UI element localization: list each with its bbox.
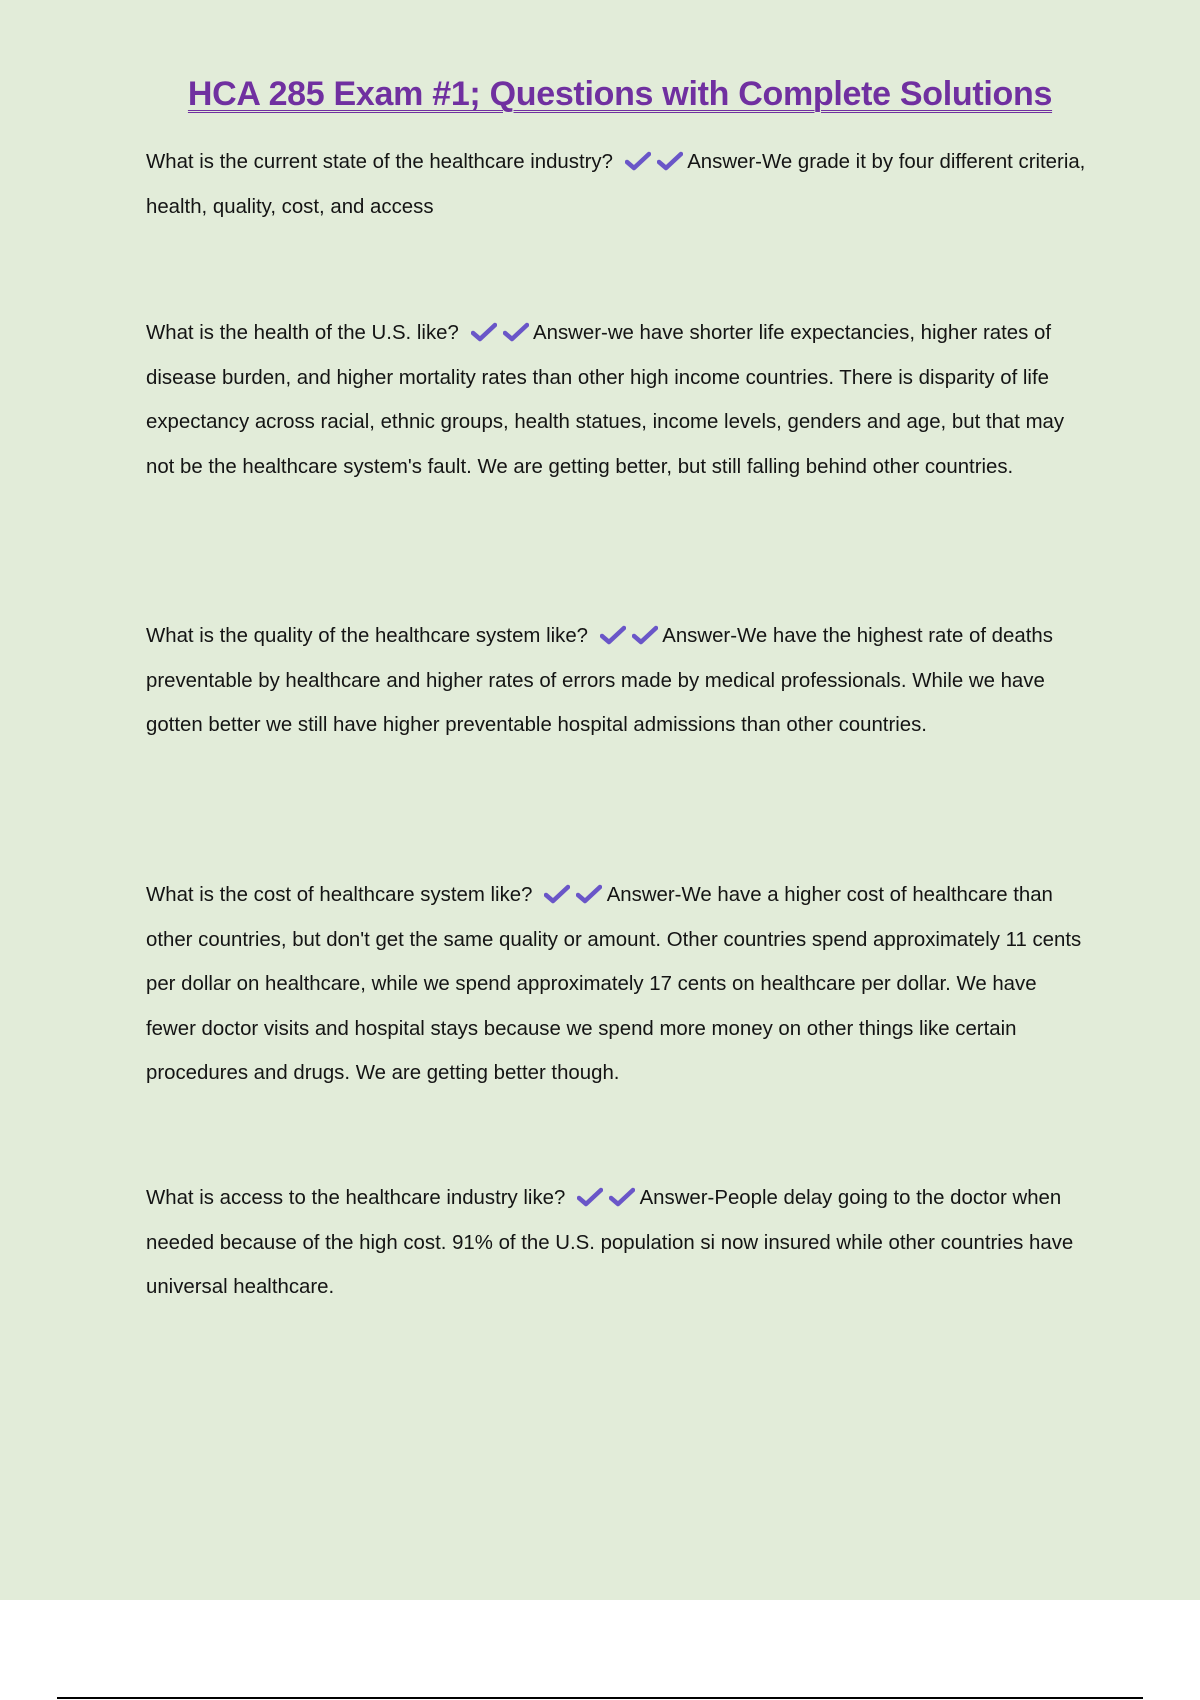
question-text: What is the health of the U.S. like? xyxy=(146,322,459,344)
checkmark-icon xyxy=(625,151,651,171)
answer-text: Answer-We grade it by four different criteria, health, quality, cost, and access xyxy=(146,151,1086,218)
qa-item-5 xyxy=(146,1176,1086,1310)
document-title xyxy=(0,72,1200,116)
question-text: What is the quality of the healthcare system like? xyxy=(146,625,589,647)
question-text: What is the cost of healthcare system like? xyxy=(146,884,533,906)
question-text: What is the current state of the healthcare industry? xyxy=(146,151,613,173)
answer-text: Answer-we have shorter life expectancies, higher rates of disease burden, and higher mortality rates than other high income countries. There is disparity of life expectancy across racial, ethnic groups, health statues, income levels, genders and age, but that may not be the healthcare system's fault. We are getting better, but still falling behind other countries. xyxy=(146,322,1065,478)
checkmark-icon xyxy=(632,625,658,645)
question-text: What is access to the healthcare industry like? xyxy=(146,1187,566,1209)
qa-item-2 xyxy=(146,311,1086,489)
checkmark-icon xyxy=(577,1187,603,1207)
checkmark-icon xyxy=(600,625,626,645)
checkmark-icon xyxy=(576,884,602,904)
qa-item-1 xyxy=(146,140,1086,229)
footer-rule xyxy=(57,1697,1143,1699)
answer-text: Answer-We have a higher cost of healthcare than other countries, but don't get the same quality or amount. Other countries spend approximately 11 cents per dollar on healthcare, while we spend approximately 17 cents on healthcare per dollar. We have fewer doctor visits and hospital stays because we spend more money on other things like certain procedures and drugs. We are getting better though. xyxy=(146,884,1082,1084)
checkmark-icon xyxy=(471,322,497,342)
answer-text: Answer-People delay going to the doctor when needed because of the high cost. 91% of the U.S. population si now insured while other countries have universal healthcare. xyxy=(146,1187,1074,1298)
checkmark-icon xyxy=(657,151,683,171)
qa-item-3 xyxy=(146,614,1086,748)
answer-text: Answer-We have the highest rate of deaths preventable by healthcare and higher rates of errors made by medical professionals. While we have gotten better we still have higher preventable hospital admissions than other countries. xyxy=(146,625,1053,736)
document-title-text: HCA 285 Exam #1; Questions with Complete Solutions xyxy=(187,75,1053,113)
checkmark-icon xyxy=(544,884,570,904)
qa-item-4 xyxy=(146,873,1086,1096)
checkmark-icon xyxy=(609,1187,635,1207)
checkmark-icon xyxy=(503,322,529,342)
